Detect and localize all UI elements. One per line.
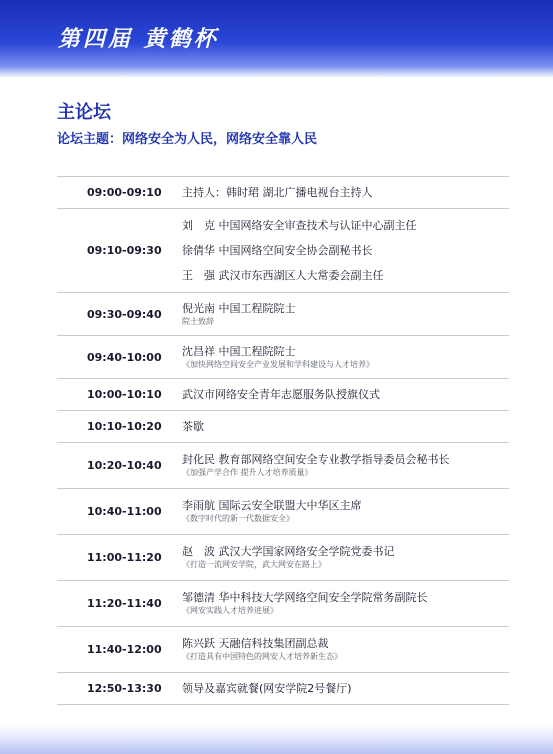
row-content bbox=[182, 419, 509, 434]
row-main-text: 领导及嘉宾就餐(网安学院2号餐厅) bbox=[182, 682, 352, 695]
speaker-line: 刘 克 中国网络安全审查技术与认证中心副主任 bbox=[182, 219, 417, 232]
row-main-text: 茶歇 bbox=[182, 420, 204, 433]
schedule-row bbox=[57, 443, 509, 489]
row-content bbox=[182, 452, 509, 479]
forum-theme: 论坛主题：网络安全为人民，网络安全靠人民 bbox=[57, 132, 318, 147]
row-content bbox=[182, 344, 509, 371]
time-slot: 09:00-09:10 bbox=[87, 186, 162, 199]
time-slot: 09:10-09:30 bbox=[87, 244, 162, 257]
row-main-text: 邹德清 华中科技大学网络空间安全学院常务副院长 bbox=[182, 591, 428, 604]
row-content bbox=[182, 636, 509, 663]
row-content bbox=[182, 185, 509, 200]
row-main-text: 武汉市网络安全青年志愿服务队授旗仪式 bbox=[182, 388, 380, 401]
footer-wave-decoration bbox=[0, 724, 553, 754]
row-main-text: 陈兴跃 天融信科技集团副总裁 bbox=[182, 637, 329, 650]
row-sub-text: 《打造具有中国特色的网安人才培养新生态》 bbox=[182, 652, 342, 661]
schedule-row bbox=[57, 379, 509, 411]
row-content bbox=[182, 301, 509, 328]
time-slot: 12:50-13:30 bbox=[87, 682, 162, 695]
time-slot: 09:30-09:40 bbox=[87, 307, 162, 321]
row-content bbox=[182, 498, 509, 525]
brand-logo-text: 第四届 黄鹤杯 bbox=[58, 27, 219, 52]
header-banner bbox=[0, 0, 553, 78]
time-slot: 10:10-10:20 bbox=[87, 420, 162, 433]
row-main-text: 倪光南 中国工程院院士 bbox=[182, 301, 296, 315]
row-sub-text: 《打造一流网安学院，武大网安在路上》 bbox=[182, 560, 326, 569]
row-main-text: 李雨航 国际云安全联盟大中华区主席 bbox=[182, 499, 362, 512]
row-content bbox=[182, 590, 509, 617]
row-content bbox=[182, 387, 509, 402]
row-main-text: 主持人：韩时珺 湖北广播电视台主持人 bbox=[182, 186, 373, 199]
schedule-row bbox=[57, 411, 509, 443]
time-slot: 11:40-12:00 bbox=[87, 643, 162, 656]
time-slot: 11:20-11:40 bbox=[87, 597, 162, 610]
schedule-row bbox=[57, 627, 509, 673]
row-sub-text: 《数字时代的新一代数据安全》 bbox=[182, 514, 294, 523]
row-main-text: 沈昌祥 中国工程院院士 bbox=[182, 344, 296, 358]
time-slot: 09:40-10:00 bbox=[87, 350, 162, 364]
schedule-row bbox=[57, 535, 509, 581]
schedule-row bbox=[57, 293, 509, 336]
row-content bbox=[182, 213, 509, 288]
schedule-row bbox=[57, 489, 509, 535]
row-sub-text: 《加强产学合作 提升人才培养质量》 bbox=[182, 468, 313, 477]
schedule-row bbox=[57, 673, 509, 705]
row-content bbox=[182, 681, 509, 696]
time-slot: 10:20-10:40 bbox=[87, 459, 162, 472]
row-sub-text: 《网安实践人才培养进展》 bbox=[182, 606, 278, 615]
speaker-line: 徐倩华 中国网络空间安全协会副秘书长 bbox=[182, 244, 373, 257]
row-sub-text: 《加快网络空间安全产业发展和学科建设与人才培养》 bbox=[182, 359, 374, 369]
time-slot: 10:40-11:00 bbox=[87, 505, 162, 518]
time-slot: 10:00-10:10 bbox=[87, 388, 162, 401]
schedule-row bbox=[57, 176, 509, 209]
row-sub-text: 院士致辞 bbox=[182, 316, 214, 326]
page-title: 主论坛 bbox=[57, 102, 111, 123]
speaker-line: 王 强 武汉市东西湖区人大常委会副主任 bbox=[182, 269, 384, 282]
row-main-text: 赵 波 武汉大学国家网络安全学院党委书记 bbox=[182, 545, 395, 558]
schedule-row bbox=[57, 209, 509, 293]
schedule-row bbox=[57, 581, 509, 627]
schedule-table bbox=[57, 176, 509, 705]
time-slot: 11:00-11:20 bbox=[87, 551, 162, 564]
row-content bbox=[182, 544, 509, 571]
row-main-text: 封化民 教育部网络空间安全专业教学指导委员会秘书长 bbox=[182, 453, 450, 466]
schedule-row bbox=[57, 336, 509, 379]
